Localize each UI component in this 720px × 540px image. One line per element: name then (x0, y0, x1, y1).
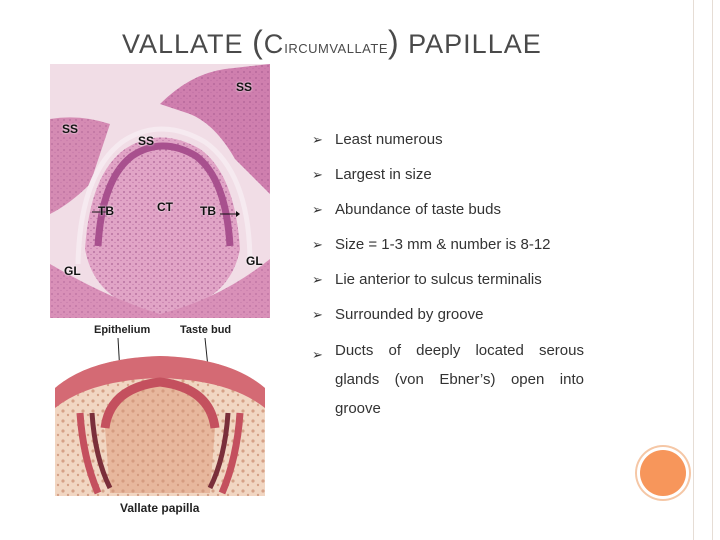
bullet-item (312, 235, 584, 255)
bullet-text: Lie anterior to sulcus terminalis (335, 271, 542, 288)
label-tb-right: TB (200, 204, 216, 218)
label-ct: CT (157, 200, 173, 214)
bullet-text: Abundance of taste buds (335, 201, 501, 218)
title-word: ALLATE (139, 29, 253, 59)
label-taste-bud: Taste bud (180, 324, 232, 336)
bullet-item (312, 165, 584, 185)
bullet-item (312, 130, 584, 150)
label-epithelium: Epithelium (94, 324, 151, 336)
title-open-paren: ( (252, 24, 264, 60)
bullet-arrow-icon: ➢ (312, 202, 323, 217)
bullet-text: Ducts of deeply located serous glands (von Ebner’s) open into groove (335, 342, 584, 417)
bullet-item (312, 305, 584, 325)
histology-image (50, 64, 270, 318)
label-tb-left: TB (98, 204, 114, 218)
bullet-item (312, 200, 584, 220)
slide-title (122, 24, 542, 61)
papilla-drawing (50, 318, 270, 518)
title-initial: V (122, 29, 140, 59)
papilla-illustration (50, 318, 270, 518)
bullet-arrow-icon: ➢ (312, 132, 323, 147)
label-ss-mid: SS (138, 134, 155, 148)
bullet-text: Surrounded by groove (335, 306, 484, 323)
label-gl-right: GL (246, 254, 263, 268)
title-close-paren: ) (388, 24, 400, 60)
bullet-arrow-icon: ➢ (312, 272, 323, 287)
histology-drawing (50, 64, 270, 318)
bullet-arrow-icon: ➢ (312, 307, 323, 322)
title-c: C (263, 29, 285, 59)
bullet-item (312, 336, 584, 423)
illustration-caption: Vallate papilla (120, 501, 200, 515)
decorative-frame (693, 0, 713, 540)
bullet-arrow-icon: ➢ (312, 237, 323, 252)
bullet-item (312, 270, 584, 290)
title-small-caps: IRCUMVALLATE (284, 41, 388, 56)
bullet-list (312, 130, 584, 438)
bullet-text: Largest in size (335, 166, 432, 183)
title-word-papillae: PAPILLAE (399, 29, 542, 59)
bullet-text: Size = 1-3 mm & number is 8-12 (335, 236, 551, 253)
label-gl-left: GL (64, 264, 81, 278)
bullet-text: Least numerous (335, 131, 443, 148)
bullet-arrow-icon: ➢ (312, 167, 323, 182)
label-ss-top: SS (236, 80, 253, 94)
decorative-circle (640, 450, 686, 496)
bullet-arrow-icon: ➢ (312, 347, 323, 362)
label-ss-left: SS (62, 122, 79, 136)
